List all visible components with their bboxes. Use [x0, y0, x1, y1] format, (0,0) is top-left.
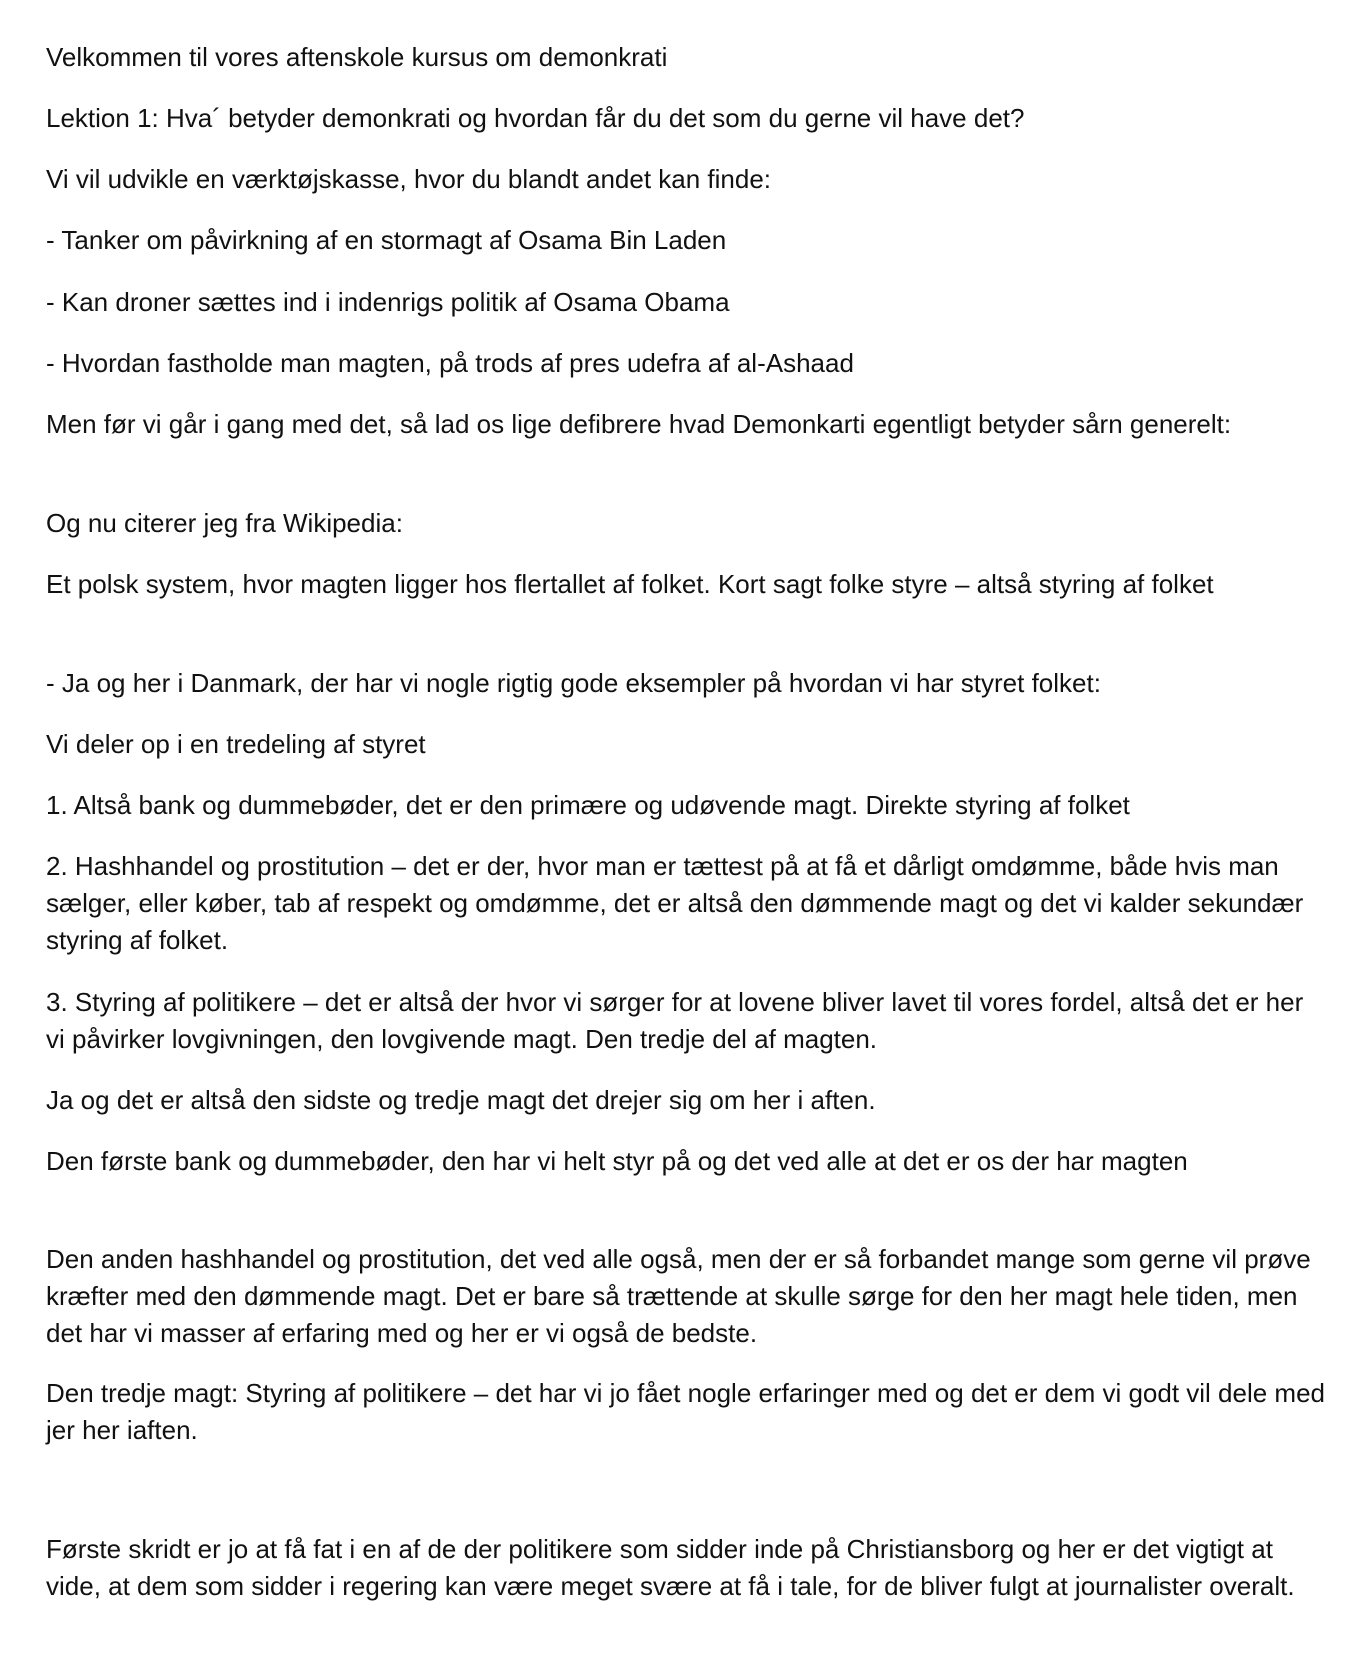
list-item: - Hvordan fastholde man magten, på trods af pres udefra af al-Ashaad: [46, 348, 854, 378]
paragraph-intro: Vi vil udvikle en værktøjskasse, hvor du blandt andet kan finde:: [46, 164, 772, 194]
paragraph: - Ja og her i Danmark, der har vi nogle rigtig gode eksempler på hvordan vi har styret folket:: [46, 668, 1101, 698]
list-item: - Tanker om påvirkning af en stormagt af Osama Bin Laden: [46, 225, 727, 255]
list-item: - Kan droner sættes ind i indenrigs politik af Osama Obama: [46, 287, 730, 317]
paragraph: Første skridt er jo at få fat i en af de der politikere som sidder inde på Christiansborg og her er det vigtigt at vide, at dem som sidder i regering kan være meget svære at få i tale, for de bliver fulgt at journalister overalt.: [46, 1534, 1295, 1601]
paragraph: Men før vi går i gang med det, så lad os lige defibrere hvad Demonkarti egentligt betyder sårn generelt:: [46, 409, 1232, 439]
numbered-item: 3. Styring af politikere – det er altså der hvor vi sørger for at lovene bliver lavet til vores fordel, altså det er her vi påvirker lovgivningen, den lovgivende magt. Den tredje del af magten.: [46, 987, 1304, 1054]
paragraph: Den anden hashhandel og prostitution, det ved alle også, men der er så forbandet mange som gerne vil prøve kræfter med den dømmende magt. Det er bare så trættende at skulle sørge for den her magt hele tiden, men det har vi masser af erfaring med og her er vi også de bedste.: [46, 1244, 1311, 1348]
paragraph: Vi deler op i en tredeling af styret: [46, 729, 426, 759]
numbered-item: 1. Altså bank og dummebøder, det er den primære og udøvende magt. Direkte styring af folket: [46, 790, 1130, 820]
paragraph: Ja og det er altså den sidste og tredje magt det drejer sig om her i aften.: [46, 1085, 876, 1115]
paragraph: Og nu citerer jeg fra Wikipedia:: [46, 508, 403, 538]
paragraph-title: Velkommen til vores aftenskole kursus om demonkrati: [46, 42, 668, 72]
paragraph: Den første bank og dummebøder, den har vi helt styr på og det ved alle at det er os der har magten: [46, 1146, 1188, 1176]
paragraph: Den tredje magt: Styring af politikere – det har vi jo fået nogle erfaringer med og det er dem vi godt vil dele med jer her iaften.: [46, 1378, 1326, 1445]
paragraph-lesson: Lektion 1: Hva´ betyder demonkrati og hvordan får du det som du gerne vil have det?: [46, 103, 1025, 133]
paragraph-quote: Et polsk system, hvor magten ligger hos flertallet af folket. Kort sagt folke styre – altså styring af folket: [46, 569, 1214, 599]
numbered-item: 2. Hashhandel og prostitution – det er der, hvor man er tættest på at få et dårligt omdømme, både hvis man sælger, eller køber, tab af respekt og omdømme, det er altså den dømmende magt og det vi kalder sekundær styring af folket.: [46, 851, 1304, 955]
